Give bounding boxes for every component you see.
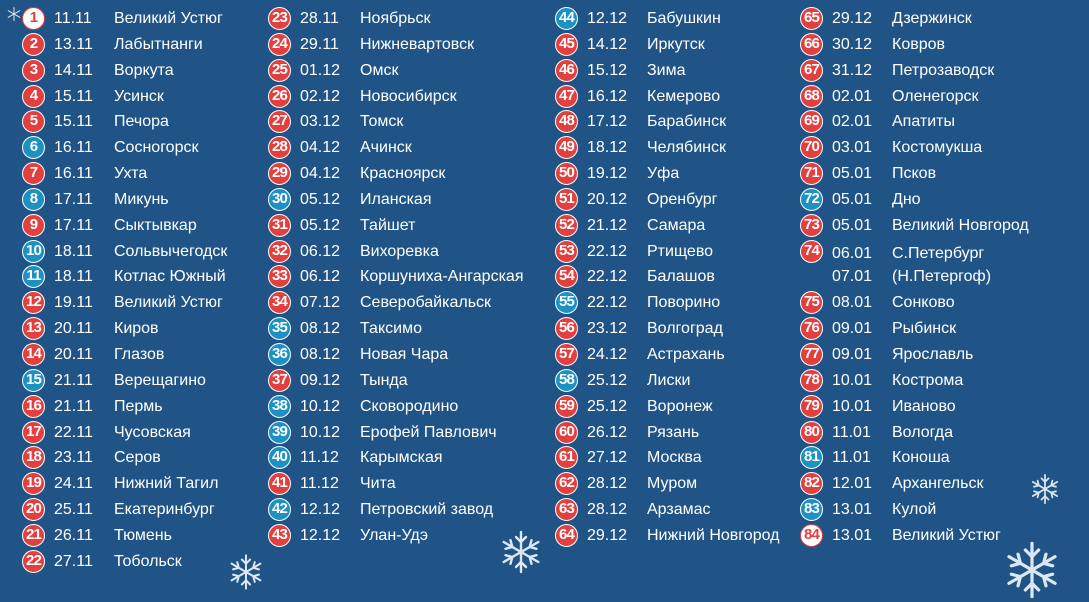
stop-city: Воронеж (647, 397, 713, 415)
stop-city: С.Петербург (Н.Петергоф) (892, 244, 992, 285)
stop-date: 28.12 (587, 475, 628, 493)
stop-city: Таксимо (360, 320, 422, 338)
stop-city: Пермь (114, 397, 163, 415)
stop-number-badge: 2 (22, 33, 45, 56)
stop-number-badge: 46 (555, 59, 578, 82)
stop-date: 20.12 (587, 190, 628, 208)
stop-number-badge: 15 (22, 369, 45, 392)
stop-city: Серов (114, 449, 161, 467)
stop-date: 19.12 (587, 165, 628, 183)
stop-date: 26.11 (54, 526, 93, 544)
stop-number-badge: 44 (555, 7, 578, 30)
stop-number-badge: 34 (268, 291, 291, 314)
stop-date: 15.11 (54, 113, 93, 131)
stop-number-badge: 6 (22, 136, 45, 159)
stop-number-badge: 38 (268, 395, 291, 418)
stop-number-badge: 47 (555, 85, 578, 108)
stop-city: Астрахань (647, 345, 725, 363)
stop-city: Самара (647, 216, 706, 234)
stop-city: Оренбург (647, 190, 718, 208)
stop-date: 05.01 (832, 165, 873, 183)
stop-date: 01.12 (300, 61, 341, 79)
stop-number-badge: 21 (22, 524, 45, 547)
stop-city: Новосибирск (360, 87, 457, 105)
stop-number-badge: 24 (268, 33, 291, 56)
stop-date: 02.12 (300, 87, 341, 105)
stop-date: 24.12 (587, 345, 628, 363)
stop-date: 10.12 (300, 397, 341, 415)
stop-city: Великий Устюг (114, 10, 223, 27)
stop-number-badge: 16 (22, 395, 45, 418)
stop-date: 31.12 (832, 61, 873, 79)
stop-date: 04.12 (300, 165, 341, 183)
stop-city: Дно (892, 190, 921, 208)
stop-number-badge: 9 (22, 214, 45, 237)
stop-date: 03.12 (300, 113, 341, 131)
stop-date: 09.01 (832, 320, 873, 338)
stop-date: 11.12 (300, 475, 339, 493)
stop-number-badge: 36 (268, 343, 291, 366)
stop-date: 05.12 (300, 216, 341, 234)
stop-number-badge: 70 (800, 136, 823, 159)
stop-date: 29.12 (832, 10, 873, 27)
stop-city: Нижневартовск (360, 35, 475, 53)
stop-date: 27.12 (587, 449, 628, 467)
stop-number-badge: 72 (800, 188, 823, 211)
stop-number-badge: 53 (555, 240, 578, 263)
stop-number-badge: 80 (800, 421, 823, 444)
stop-city: Петрозаводск (892, 61, 995, 79)
stop-date: 13.01 (832, 526, 873, 544)
stop-city: Великий Устюг (892, 526, 1001, 544)
stop-number-badge: 84 (800, 524, 823, 547)
stop-date: 12.12 (300, 501, 341, 519)
stop-date: 05.01 (832, 216, 873, 234)
stop-number-badge: 66 (800, 33, 823, 56)
stop-number-badge: 83 (800, 498, 823, 521)
stop-city: Великий Новгород (892, 216, 1029, 234)
stop-number-badge: 37 (268, 369, 291, 392)
stop-city: Котлас Южный (114, 268, 226, 286)
stop-number-badge: 56 (555, 317, 578, 340)
stop-number-badge: 19 (22, 472, 45, 495)
stop-city: Улан-Удэ (360, 526, 429, 544)
snowflake-icon (6, 6, 22, 22)
stop-date: 17.11 (54, 216, 93, 234)
stop-city: Вологда (892, 423, 953, 441)
stop-date: 17.11 (54, 190, 93, 208)
stop-city: Микунь (114, 190, 169, 208)
stop-date: 13.01 (832, 501, 873, 519)
stop-number-badge: 30 (268, 188, 291, 211)
stop-date: 15.12 (587, 61, 628, 79)
stop-date: 18.11 (54, 268, 93, 286)
stop-city: Ачинск (360, 139, 412, 157)
stop-number-badge: 42 (268, 498, 291, 521)
stop-date: 06.12 (300, 268, 341, 286)
stop-city: Сонково (892, 294, 955, 312)
stop-number-badge: 41 (268, 472, 291, 495)
stop-city: Муром (647, 475, 698, 493)
snowflake-icon (226, 552, 266, 592)
stop-city: Тобольск (114, 552, 182, 570)
stop-number-badge: 51 (555, 188, 578, 211)
stop-date: 20.11 (54, 320, 93, 338)
stop-number-badge: 60 (555, 421, 578, 444)
stop-number-badge: 17 (22, 421, 45, 444)
stop-date: 13.11 (54, 35, 93, 53)
stop-city: Рязань (647, 423, 700, 441)
stop-number-badge: 64 (555, 524, 578, 547)
stop-date: 02.01 (832, 87, 873, 105)
snowflake-icon (1028, 472, 1062, 506)
stop-number-badge: 57 (555, 343, 578, 366)
stop-number-badge: 7 (22, 162, 45, 185)
stop-city: Волгоград (647, 320, 723, 338)
stop-date: 12.01 (832, 475, 873, 493)
stop-city: Тайшет (360, 216, 416, 234)
stop-date: 08.12 (300, 345, 341, 363)
stop-number-badge: 79 (800, 395, 823, 418)
stop-city: Северобайкальск (360, 294, 492, 312)
stop-city: Сосногорск (114, 139, 199, 157)
stop-city: Оленегорск (892, 87, 979, 105)
stop-number-badge: 77 (800, 343, 823, 366)
stop-city: Псков (892, 165, 937, 183)
stop-city: Челябинск (647, 139, 726, 157)
stop-number-badge: 58 (555, 369, 578, 392)
stop-date: 08.01 (832, 294, 873, 312)
stop-number-badge: 10 (22, 240, 45, 263)
stop-city: Зима (647, 61, 686, 79)
stop-date: 07.12 (300, 294, 341, 312)
stop-number-badge: 61 (555, 446, 578, 469)
stop-number-badge: 55 (555, 291, 578, 314)
stop-city: Поворино (647, 294, 721, 312)
stop-city: Великий Устюг (114, 294, 223, 312)
stop-number-badge: 81 (800, 446, 823, 469)
stop-number-badge: 75 (800, 291, 823, 314)
stop-date: 09.12 (300, 371, 341, 389)
stop-date: 10.01 (832, 397, 873, 415)
stop-city: Арзамас (647, 501, 711, 519)
stop-number-badge: 59 (555, 395, 578, 418)
stop-number-badge: 29 (268, 162, 291, 185)
stop-date: 22.12 (587, 294, 628, 312)
stop-date: 10.12 (300, 423, 341, 441)
stop-number-badge: 18 (22, 446, 45, 469)
stop-date: 18.12 (587, 139, 628, 157)
stop-city: Уфа (647, 165, 680, 183)
stop-date: 23.12 (587, 320, 628, 338)
stop-number-badge: 1 (22, 7, 45, 30)
stop-date: 26.12 (587, 423, 628, 441)
stop-city: Томск (360, 113, 404, 131)
stop-date: 04.12 (300, 139, 341, 157)
stop-number-badge: 39 (268, 421, 291, 444)
stop-number-badge: 23 (268, 7, 291, 30)
stop-city: Усинск (114, 87, 164, 105)
stop-date: 30.12 (832, 35, 873, 53)
stop-number-badge: 12 (22, 291, 45, 314)
stop-city: Омск (360, 61, 399, 79)
stop-city: Ноябрьск (360, 10, 431, 27)
stop-number-badge: 31 (268, 214, 291, 237)
stop-city: Петровский завод (360, 501, 494, 519)
stop-date: 23.11 (54, 449, 93, 467)
stop-date: 08.12 (300, 320, 341, 338)
stop-city: Лиски (647, 371, 691, 389)
stop-number-badge: 68 (800, 85, 823, 108)
stop-city: Нижний Тагил (114, 475, 219, 493)
stop-city: Ухта (114, 165, 148, 183)
stop-date: 20.11 (54, 345, 93, 363)
stop-city: Сковородино (360, 397, 459, 415)
stop-date: 28.11 (300, 10, 339, 27)
stop-city: Ерофей Павлович (360, 423, 497, 441)
stop-city: Кострома (892, 371, 964, 389)
stop-city: Красноярск (360, 165, 446, 183)
stop-city: Костомукша (892, 139, 983, 157)
stop-number-badge: 50 (555, 162, 578, 185)
stop-date: 17.12 (587, 113, 628, 131)
stop-number-badge: 45 (555, 33, 578, 56)
stop-date: 21.11 (54, 397, 93, 415)
stop-number-badge: 14 (22, 343, 45, 366)
stop-city: Печора (114, 113, 169, 131)
stop-city: Кемерово (647, 87, 721, 105)
stop-city: Карымская (360, 449, 443, 467)
stop-number-badge: 54 (555, 265, 578, 288)
stop-date: 09.01 (832, 345, 873, 363)
stop-number-badge: 25 (268, 59, 291, 82)
stop-date: 21.12 (587, 216, 628, 234)
stop-date: 12.12 (300, 526, 341, 544)
stop-number-badge: 35 (268, 317, 291, 340)
stop-date: 22.11 (54, 423, 93, 441)
stop-number-badge: 74 (800, 240, 823, 263)
stop-date: 14.11 (54, 61, 93, 79)
stop-date: 05.12 (300, 190, 341, 208)
stop-date: 28.12 (587, 501, 628, 519)
stop-date: 24.11 (54, 475, 93, 493)
stop-number-badge: 76 (800, 317, 823, 340)
stop-number-badge: 63 (555, 498, 578, 521)
stop-city: Киров (114, 320, 159, 338)
stop-city: Тында (360, 371, 408, 389)
stop-number-badge: 28 (268, 136, 291, 159)
stop-number-badge: 13 (22, 317, 45, 340)
stop-date: 03.01 (832, 139, 873, 157)
stop-number-badge: 52 (555, 214, 578, 237)
stop-city: Сыктывкар (114, 216, 197, 234)
stop-number-badge: 71 (800, 162, 823, 185)
stop-date: 10.01 (832, 371, 873, 389)
stop-date: 27.11 (54, 552, 93, 570)
stop-date: 25.11 (54, 501, 93, 519)
stop-date: 15.11 (54, 87, 93, 105)
stop-city: Рыбинск (892, 320, 957, 338)
stop-number-badge: 49 (555, 136, 578, 159)
stop-city: Коршуниха-Ангарская (360, 268, 524, 286)
stop-city: Иланская (360, 190, 432, 208)
stop-date: 18.11 (54, 242, 93, 260)
stop-number-badge: 5 (22, 110, 45, 133)
stop-number-badge: 67 (800, 59, 823, 82)
stop-number-badge: 69 (800, 110, 823, 133)
stop-city: Екатеринбург (114, 501, 215, 519)
stop-number-badge: 11 (22, 265, 45, 288)
stop-city: Лабытнанги (114, 35, 203, 53)
stop-number-badge: 32 (268, 240, 291, 263)
stop-date: 11.01 (832, 423, 871, 441)
stop-date: 16.12 (587, 87, 628, 105)
stop-city: Сольвычегодск (114, 242, 228, 260)
stop-city: Иркутск (647, 35, 705, 53)
stop-city: Ярославль (892, 345, 974, 363)
stop-number-badge: 20 (22, 498, 45, 521)
stop-date: 06.01 07.01 (832, 244, 873, 285)
stop-date: 29.12 (587, 526, 628, 544)
stop-city: Тюмень (114, 526, 172, 544)
stop-city: Бабушкин (647, 10, 721, 27)
stop-date: 19.11 (54, 294, 93, 312)
stop-city: Ртищево (647, 242, 714, 260)
stop-city: Нижний Новгород (647, 526, 780, 544)
stop-city: Вихоревка (360, 242, 439, 260)
stop-number-badge: 48 (555, 110, 578, 133)
stop-number-badge: 33 (268, 265, 291, 288)
stop-city: Иваново (892, 397, 956, 415)
stop-number-badge: 27 (268, 110, 291, 133)
stop-city: Верещагино (114, 371, 206, 389)
stop-date: 11.12 (300, 449, 339, 467)
stop-number-badge: 3 (22, 59, 45, 82)
stop-number-badge: 4 (22, 85, 45, 108)
stop-number-badge: 73 (800, 214, 823, 237)
stop-date: 16.11 (54, 139, 93, 157)
stop-city: Коноша (892, 449, 950, 467)
stop-date: 22.12 (587, 242, 628, 260)
stop-number-badge: 62 (555, 472, 578, 495)
stop-city: Архангельск (892, 475, 984, 493)
stop-date: 21.11 (54, 371, 93, 389)
stop-city: Новая Чара (360, 345, 449, 363)
stop-city: Ковров (892, 35, 946, 53)
stop-city: Балашов (647, 268, 715, 286)
stop-city: Москва (647, 449, 702, 467)
stop-date: 16.11 (54, 165, 93, 183)
stop-number-badge: 65 (800, 7, 823, 30)
stop-date: 14.12 (587, 35, 628, 53)
stop-date: 11.01 (832, 449, 871, 467)
stop-date: 05.01 (832, 190, 873, 208)
stop-city: Дзержинск (892, 10, 972, 27)
stop-city: Апатиты (892, 113, 955, 131)
stop-number-badge: 82 (800, 472, 823, 495)
snowflake-icon (1000, 538, 1064, 602)
stop-city: Воркута (114, 61, 174, 79)
stop-number-badge: 78 (800, 369, 823, 392)
stop-number-badge: 8 (22, 188, 45, 211)
stop-city: Барабинск (647, 113, 727, 131)
stop-city: Глазов (114, 345, 165, 363)
stop-date: 06.12 (300, 242, 341, 260)
stop-date: 02.01 (832, 113, 873, 131)
snowflake-icon (497, 528, 545, 576)
stop-number-badge: 43 (268, 524, 291, 547)
stop-date: 29.11 (300, 35, 339, 53)
stop-city: Чусовская (114, 423, 191, 441)
stop-date: 22.12 (587, 268, 628, 286)
stop-date: 25.12 (587, 371, 628, 389)
stop-number-badge: 22 (22, 550, 45, 573)
stop-city: Кулой (892, 501, 937, 519)
stop-number-badge: 26 (268, 85, 291, 108)
stop-date: 11.11 (54, 10, 92, 27)
stop-city: Чита (360, 475, 396, 493)
stop-date: 25.12 (587, 397, 628, 415)
stop-date: 12.12 (587, 10, 628, 27)
stop-number-badge: 40 (268, 446, 291, 469)
